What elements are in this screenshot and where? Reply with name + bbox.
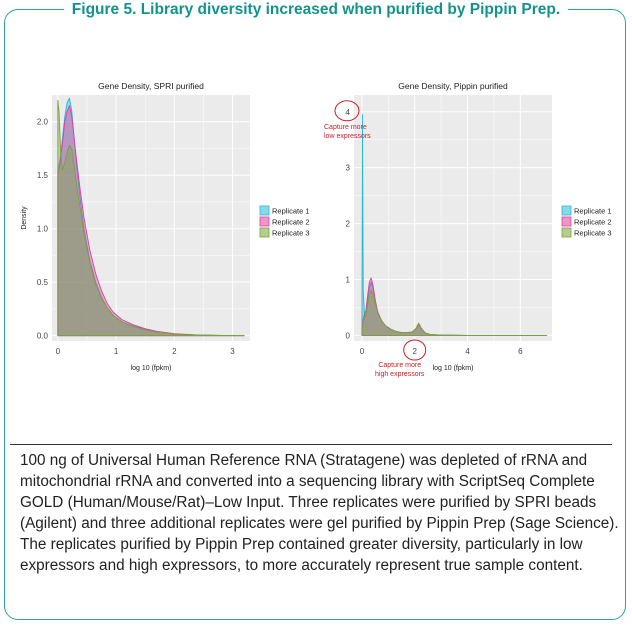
chart2-legend-swatch [562, 217, 571, 226]
chart1-x-tick-label: 3 [230, 347, 235, 356]
chart2-legend-label: Replicate 3 [574, 228, 612, 238]
chart2-panel [354, 95, 552, 341]
chart2-y-tick-label: 4 [345, 107, 350, 117]
chart1-y-tick-label: 2.0 [36, 117, 48, 127]
chart2-y-tick-label: 1 [345, 275, 350, 285]
chart2-legend-swatch [562, 228, 571, 237]
chart2-y-tick-label: 3 [345, 163, 350, 173]
chart2-y-tick-label: 2 [345, 219, 350, 229]
chart1-x-tick-label: 1 [113, 347, 119, 356]
chart2-annotation-low-line1: Capture more [324, 124, 367, 131]
chart1-x-tick-label: 2 [172, 347, 177, 356]
figure-caption: 100 ng of Universal Human Reference RNA (Stratagene) was depleted of rRNA and mitochondrial rRNA and converted into a sequencing library with ScriptSeq Complete GOLD (Human/Mouse/Rat)–Low Input. Three replicates were purified by SPRI beads (Agilent) and three additional replicates were gel purified by Pippin Prep (Sage Science). The replicates purified by Pippin Prep contained greater diversity, particularly in low expressors and high expressors, to more accurately represent true sample content. [20, 452, 619, 574]
chart2-title: Gene Density, Pippin purified [398, 81, 508, 91]
chart2-y-tick-label: 0 [345, 331, 350, 341]
chart2-x-tick-label: 2 [412, 347, 417, 356]
chart1-legend-swatch [260, 217, 269, 226]
caption-divider [10, 444, 612, 445]
chart1-legend-swatch [260, 206, 269, 215]
chart1-legend-label: Replicate 3 [272, 228, 310, 238]
chart2-legend-swatch [562, 206, 571, 215]
chart1-y-tick-label: 0.0 [36, 331, 48, 341]
chart1-y-tick-label: 0.5 [36, 278, 48, 288]
chart1-legend-swatch [260, 228, 269, 237]
chart2-annotation-high-line1: Capture more [378, 362, 422, 369]
chart1-y-tick-label: 1.0 [36, 224, 48, 234]
chart1-y-tick-label: 1.5 [36, 171, 48, 181]
chart2-annotation-low-line2: low expressors [324, 133, 371, 140]
chart1-legend-label: Replicate 2 [272, 217, 310, 227]
chart2-annotation-high-line2: high expressors [375, 371, 425, 378]
figure-title: Figure 5. Library diversity increased when purified by Pippin Prep. [64, 1, 568, 18]
chart1-y-axis-label: Density [21, 206, 28, 230]
chart2-legend-label: Replicate 1 [574, 206, 612, 216]
chart1-title: Gene Density, SPRI purified [98, 81, 204, 91]
chart1-legend-label: Replicate 1 [272, 206, 310, 216]
chart1-x-tick-label: 0 [55, 347, 61, 356]
chart2-x-tick-label: 6 [518, 347, 523, 356]
chart1-x-axis-label: log 10 (fpkm) [130, 365, 172, 372]
chart2-x-tick-label: 4 [465, 347, 470, 356]
chart2-x-tick-label: 0 [359, 347, 365, 356]
chart2-legend-label: Replicate 2 [574, 217, 612, 227]
chart2-x-axis-label: log 10 (fpkm) [432, 365, 474, 372]
